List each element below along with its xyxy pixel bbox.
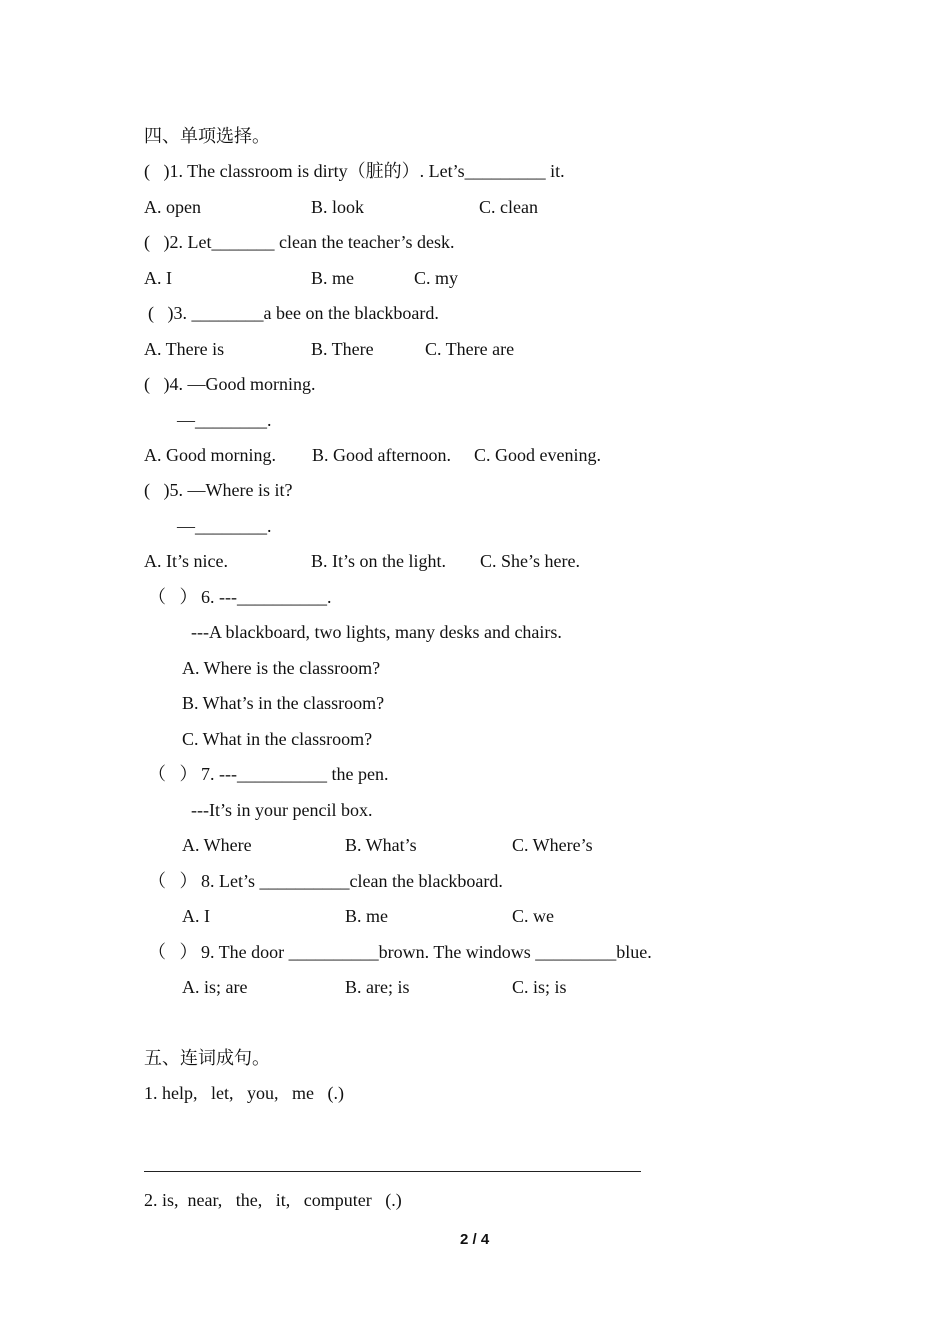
option-b: B. me [311, 268, 354, 288]
option-a: A. I [144, 268, 172, 288]
reply-blank: —________. [177, 516, 272, 536]
option-b: B. look [311, 197, 365, 217]
question-stem: 7. ---__________ the pen. [201, 764, 389, 784]
reply-blank: —________. [177, 410, 272, 430]
option-c: C. What in the classroom? [182, 729, 373, 749]
option-b: B. are; is [345, 977, 410, 997]
word-list: 1. help, let, you, me (.) [144, 1083, 344, 1103]
question-stem: ( )3. ________a bee on the blackboard. [148, 303, 439, 323]
option-c: C. Good evening. [474, 445, 601, 465]
answer-paren: （ ） [148, 871, 198, 891]
option-a: A. I [182, 906, 210, 926]
option-b: B. It’s on the light. [311, 551, 446, 571]
page-number: 2 / 4 [460, 1231, 490, 1248]
option-c: C. is; is [512, 977, 567, 997]
question-stem: 9. The door __________brown. The windows _________blue. [201, 942, 652, 962]
option-b: B. me [345, 906, 388, 926]
question-stem: 6. ---__________. [201, 587, 332, 607]
option-c: C. Where’s [512, 835, 593, 855]
option-b: B. What’s [345, 835, 417, 855]
answer-paren: （ ） [148, 587, 198, 607]
question-stem: ( )2. Let_______ clean the teacher’s desk. [144, 232, 455, 252]
option-a: A. It’s nice. [144, 551, 228, 571]
word-list: 2. is, near, the, it, computer (.) [144, 1190, 402, 1210]
option-b: B. What’s in the classroom? [182, 693, 385, 713]
question-stem: ( )1. The classroom is dirty（脏的）. Let’s_________ it. [144, 161, 565, 181]
option-a: A. Where is the classroom? [182, 658, 381, 678]
option-b: B. There [311, 339, 374, 359]
answer-line [144, 1171, 641, 1172]
option-a: A. open [144, 197, 201, 217]
option-a: A. There is [144, 339, 225, 359]
option-c: C. my [414, 268, 459, 288]
section-heading: 四、单项选择。 [144, 126, 270, 146]
option-a: A. Where [182, 835, 252, 855]
option-a: A. Good morning. [144, 445, 276, 465]
section-heading: 五、连词成句。 [144, 1048, 270, 1068]
option-c: C. There are [425, 339, 515, 359]
reply-line: ---It’s in your pencil box. [191, 800, 373, 820]
option-c: C. we [512, 906, 554, 926]
question-stem: ( )4. —Good morning. [144, 374, 316, 394]
option-b: B. Good afternoon. [312, 445, 451, 465]
option-c: C. clean [479, 197, 538, 217]
option-a: A. is; are [182, 977, 248, 997]
answer-paren: （ ） [148, 764, 198, 784]
option-c: C. She’s here. [480, 551, 580, 571]
reply-line: ---A blackboard, two lights, many desks and chairs. [191, 622, 562, 642]
answer-paren: （ ） [148, 942, 198, 962]
question-stem: ( )5. —Where is it? [144, 480, 293, 500]
question-stem: 8. Let’s __________clean the blackboard. [201, 871, 503, 891]
